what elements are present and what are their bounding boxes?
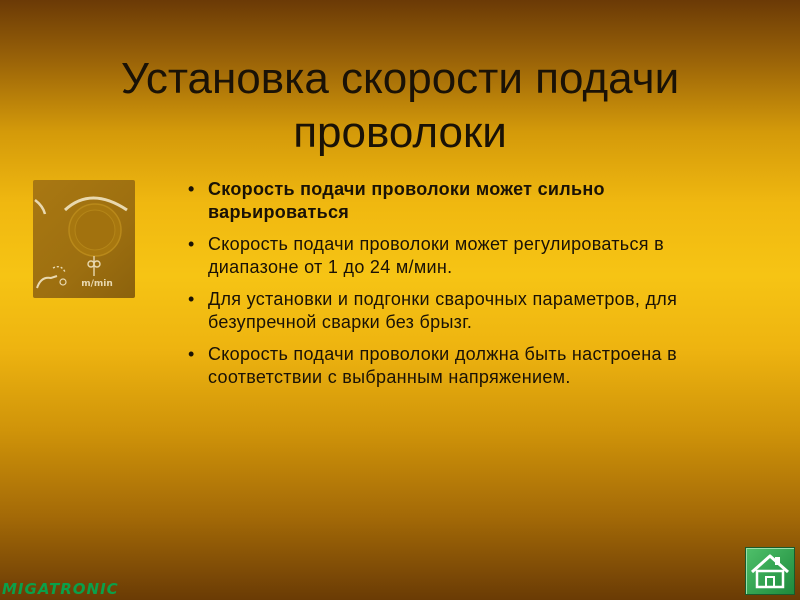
bullet-text: Скорость подачи проволоки должна быть настроена в соответствии с выбранным напряжением. bbox=[208, 344, 677, 387]
bullet-item bbox=[188, 178, 718, 224]
migatronic-logo: MIGATRONIC bbox=[2, 580, 119, 598]
slide-title bbox=[60, 52, 740, 160]
home-button[interactable] bbox=[745, 547, 795, 595]
title-line-2: проволоки bbox=[293, 108, 507, 157]
bullet-text: Скорость подачи проволоки может регулироваться в диапазоне от 1 до 24 м/мин. bbox=[208, 234, 664, 277]
panel-unit-label: m/min bbox=[81, 279, 113, 289]
bullet-item bbox=[188, 288, 718, 334]
title-line-1: Установка скорости подачи bbox=[120, 54, 680, 103]
home-icon bbox=[746, 548, 794, 594]
bullet-text: Скорость подачи проволоки может сильно варьироваться bbox=[208, 179, 605, 222]
bullet-list bbox=[188, 178, 718, 398]
bullet-dot: • bbox=[188, 234, 195, 254]
bullet-text: Для установки и подгонки сварочных параметров, для безупречной сварки без брызг. bbox=[208, 289, 678, 332]
bullet-item bbox=[188, 233, 718, 279]
wire-feed-speed-dial-icon bbox=[33, 180, 135, 298]
bullet-dot: • bbox=[188, 344, 195, 364]
bullet-item bbox=[188, 343, 718, 389]
bullet-dot: • bbox=[188, 179, 195, 199]
bullet-dot: • bbox=[188, 289, 195, 309]
wire-feed-panel-image bbox=[33, 180, 135, 298]
